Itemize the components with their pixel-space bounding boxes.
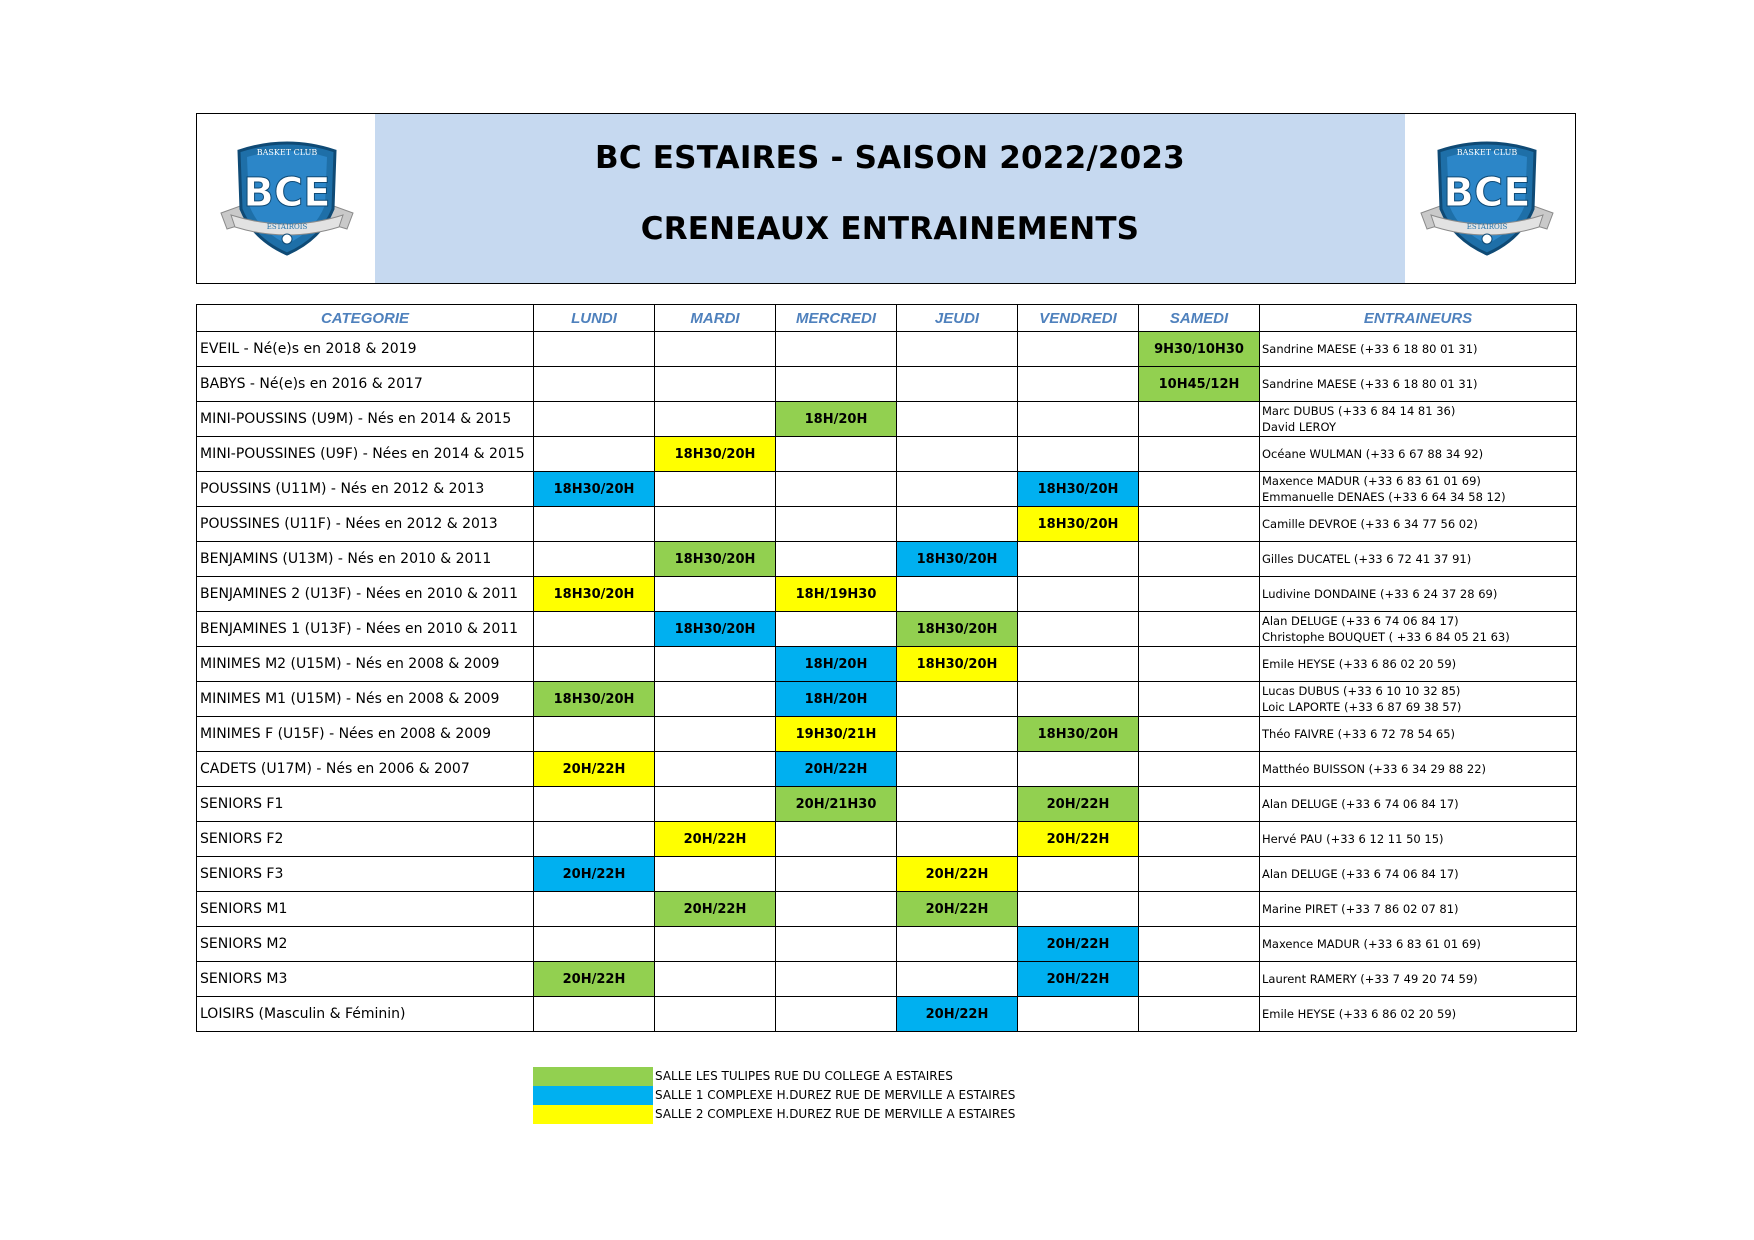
club-logo-right: [1417, 139, 1557, 259]
empty-slot-cell: [655, 857, 776, 892]
coach-contact: Gilles DUCATEL (+33 6 72 41 37 91): [1262, 552, 1472, 566]
empty-slot-cell: [776, 472, 897, 507]
legend-color-swatch: [533, 1067, 653, 1086]
page-header: [196, 113, 1576, 284]
empty-slot-cell: [655, 997, 776, 1032]
empty-slot-cell: [655, 752, 776, 787]
category-cell: POUSSINES (U11F) - Nées en 2012 & 2013: [197, 507, 534, 542]
empty-slot-cell: [1139, 577, 1260, 612]
table-row: [197, 612, 1577, 647]
category-cell: MINIMES M1 (U15M) - Nés en 2008 & 2009: [197, 682, 534, 717]
empty-slot-cell: [897, 507, 1018, 542]
training-slot-cell: 18H30/20H: [897, 542, 1018, 577]
empty-slot-cell: [776, 927, 897, 962]
coach-contact: Laurent RAMERY (+33 7 49 20 74 59): [1262, 972, 1478, 986]
title-banner: [375, 114, 1405, 283]
empty-slot-cell: [1139, 472, 1260, 507]
empty-slot-cell: [897, 717, 1018, 752]
table-row: [197, 752, 1577, 787]
empty-slot-cell: [897, 472, 1018, 507]
empty-slot-cell: [776, 962, 897, 997]
category-cell: MINI-POUSSINS (U9M) - Nés en 2014 & 2015: [197, 402, 534, 437]
coach-contact: Lucas DUBUS (+33 6 10 10 32 85): [1262, 684, 1461, 698]
empty-slot-cell: [1018, 542, 1139, 577]
table-row: [197, 927, 1577, 962]
empty-slot-cell: [534, 612, 655, 647]
empty-slot-cell: [1139, 437, 1260, 472]
table-row: [197, 577, 1577, 612]
empty-slot-cell: [897, 577, 1018, 612]
empty-slot-cell: [1139, 857, 1260, 892]
coach-contact: Sandrine MAESE (+33 6 18 80 01 31): [1262, 342, 1478, 356]
table-header-row: [197, 305, 1577, 332]
empty-slot-cell: [1018, 997, 1139, 1032]
training-slot-cell: 18H30/20H: [897, 647, 1018, 682]
empty-slot-cell: [1139, 647, 1260, 682]
coach-contact: Emmanuelle DENAES (+33 6 64 34 58 12): [1262, 490, 1506, 504]
empty-slot-cell: [1139, 822, 1260, 857]
empty-slot-cell: [1018, 892, 1139, 927]
training-slot-cell: 20H/22H: [897, 997, 1018, 1032]
training-slot-cell: 18H30/20H: [897, 612, 1018, 647]
coaches-cell: [1260, 892, 1577, 927]
training-schedule-table: [196, 304, 1577, 1032]
table-row: [197, 542, 1577, 577]
empty-slot-cell: [534, 507, 655, 542]
empty-slot-cell: [776, 437, 897, 472]
empty-slot-cell: [534, 367, 655, 402]
coach-contact: Océane WULMAN (+33 6 67 88 34 92): [1262, 447, 1484, 461]
training-slot-cell: 18H30/20H: [1018, 472, 1139, 507]
empty-slot-cell: [1139, 962, 1260, 997]
column-header-vendredi: VENDREDI: [1018, 305, 1139, 332]
category-cell: SENIORS M3: [197, 962, 534, 997]
training-slot-cell: 18H30/20H: [534, 577, 655, 612]
column-header-categorie: CATEGORIE: [197, 305, 534, 332]
legend-label: SALLE 2 COMPLEXE H.DUREZ RUE DE MERVILLE A ESTAIRES: [655, 1107, 1016, 1121]
empty-slot-cell: [1139, 927, 1260, 962]
training-slot-cell: 20H/22H: [655, 892, 776, 927]
empty-slot-cell: [655, 927, 776, 962]
training-slot-cell: 20H/22H: [1018, 927, 1139, 962]
table-row: [197, 367, 1577, 402]
empty-slot-cell: [534, 542, 655, 577]
coaches-cell: [1260, 367, 1577, 402]
table-row: [197, 437, 1577, 472]
coaches-cell: [1260, 612, 1577, 647]
empty-slot-cell: [897, 367, 1018, 402]
empty-slot-cell: [534, 717, 655, 752]
category-cell: MINIMES F (U15F) - Nées en 2008 & 2009: [197, 717, 534, 752]
coach-contact: Christophe BOUQUET ( +33 6 84 05 21 63): [1262, 630, 1510, 644]
coaches-cell: [1260, 787, 1577, 822]
table-row: [197, 787, 1577, 822]
table-row: [197, 647, 1577, 682]
column-header-mardi: MARDI: [655, 305, 776, 332]
coaches-cell: [1260, 962, 1577, 997]
empty-slot-cell: [534, 787, 655, 822]
table-row: [197, 682, 1577, 717]
empty-slot-cell: [1018, 752, 1139, 787]
empty-slot-cell: [534, 892, 655, 927]
training-slot-cell: 18H30/20H: [1018, 507, 1139, 542]
training-slot-cell: 18H/20H: [776, 402, 897, 437]
svg-text:BASKET CLUB: BASKET CLUB: [1456, 148, 1518, 157]
category-cell: MINIMES M2 (U15M) - Nés en 2008 & 2009: [197, 647, 534, 682]
club-logo-left: [217, 139, 357, 259]
table-row: [197, 962, 1577, 997]
coach-contact: Maxence MADUR (+33 6 83 61 01 69): [1262, 937, 1481, 951]
training-slot-cell: 18H30/20H: [1018, 717, 1139, 752]
svg-text:ESTAIROIS: ESTAIROIS: [1466, 223, 1508, 231]
coaches-cell: [1260, 507, 1577, 542]
category-cell: BENJAMINS (U13M) - Nés en 2010 & 2011: [197, 542, 534, 577]
coaches-cell: [1260, 577, 1577, 612]
empty-slot-cell: [534, 927, 655, 962]
empty-slot-cell: [1139, 892, 1260, 927]
table-row: [197, 857, 1577, 892]
empty-slot-cell: [897, 787, 1018, 822]
training-slot-cell: 20H/22H: [1018, 822, 1139, 857]
legend-label: SALLE LES TULIPES RUE DU COLLEGE A ESTAIRES: [655, 1069, 953, 1083]
empty-slot-cell: [534, 997, 655, 1032]
empty-slot-cell: [776, 507, 897, 542]
coaches-cell: [1260, 647, 1577, 682]
table-row: [197, 997, 1577, 1032]
coach-contact: Maxence MADUR (+33 6 83 61 01 69): [1262, 474, 1481, 488]
empty-slot-cell: [1018, 612, 1139, 647]
training-slot-cell: 20H/22H: [655, 822, 776, 857]
training-slot-cell: 20H/22H: [897, 892, 1018, 927]
table-row: [197, 402, 1577, 437]
empty-slot-cell: [776, 997, 897, 1032]
empty-slot-cell: [1139, 787, 1260, 822]
table-row: [197, 472, 1577, 507]
training-slot-cell: 20H/22H: [534, 962, 655, 997]
category-cell: SENIORS M2: [197, 927, 534, 962]
training-slot-cell: 18H/20H: [776, 682, 897, 717]
category-cell: SENIORS F3: [197, 857, 534, 892]
coach-contact: Alan DELUGE (+33 6 74 06 84 17): [1262, 614, 1459, 628]
coach-contact: Ludivine DONDAINE (+33 6 24 37 28 69): [1262, 587, 1498, 601]
training-slot-cell: 18H30/20H: [655, 612, 776, 647]
empty-slot-cell: [897, 332, 1018, 367]
empty-slot-cell: [1139, 682, 1260, 717]
empty-slot-cell: [655, 332, 776, 367]
empty-slot-cell: [897, 752, 1018, 787]
empty-slot-cell: [534, 332, 655, 367]
empty-slot-cell: [534, 822, 655, 857]
column-header-jeudi: JEUDI: [897, 305, 1018, 332]
coach-contact: Emile HEYSE (+33 6 86 02 20 59): [1262, 1007, 1457, 1021]
empty-slot-cell: [897, 402, 1018, 437]
svg-text:BASKET CLUB: BASKET CLUB: [256, 148, 318, 157]
table-row: [197, 892, 1577, 927]
coaches-cell: [1260, 332, 1577, 367]
empty-slot-cell: [655, 647, 776, 682]
table-row: [197, 717, 1577, 752]
category-cell: SENIORS F1: [197, 787, 534, 822]
empty-slot-cell: [776, 822, 897, 857]
category-cell: SENIORS M1: [197, 892, 534, 927]
empty-slot-cell: [1139, 752, 1260, 787]
empty-slot-cell: [534, 402, 655, 437]
empty-slot-cell: [1018, 367, 1139, 402]
training-slot-cell: 18H/20H: [776, 647, 897, 682]
training-slot-cell: 18H/19H30: [776, 577, 897, 612]
training-slot-cell: 18H30/20H: [655, 437, 776, 472]
table-row: [197, 822, 1577, 857]
coaches-cell: [1260, 997, 1577, 1032]
empty-slot-cell: [534, 647, 655, 682]
category-cell: EVEIL - Né(e)s en 2018 & 2019: [197, 332, 534, 367]
empty-slot-cell: [655, 682, 776, 717]
legend-label: SALLE 1 COMPLEXE H.DUREZ RUE DE MERVILLE A ESTAIRES: [655, 1088, 1016, 1102]
empty-slot-cell: [1018, 577, 1139, 612]
empty-slot-cell: [776, 612, 897, 647]
empty-slot-cell: [655, 787, 776, 822]
empty-slot-cell: [655, 507, 776, 542]
training-slot-cell: 18H30/20H: [655, 542, 776, 577]
category-cell: POUSSINS (U11M) - Nés en 2012 & 2013: [197, 472, 534, 507]
training-slot-cell: 20H/22H: [1018, 962, 1139, 997]
coach-contact: Marine PIRET (+33 7 86 02 07 81): [1262, 902, 1459, 916]
coach-contact: Camille DEVROE (+33 6 34 77 56 02): [1262, 517, 1478, 531]
training-slot-cell: 19H30/21H: [776, 717, 897, 752]
coaches-cell: [1260, 752, 1577, 787]
table-row: [197, 507, 1577, 542]
coach-contact: Matthéo BUISSON (+33 6 34 29 88 22): [1262, 762, 1487, 776]
coach-contact: Sandrine MAESE (+33 6 18 80 01 31): [1262, 377, 1478, 391]
empty-slot-cell: [1139, 612, 1260, 647]
coach-contact: Hervé PAU (+33 6 12 11 50 15): [1262, 832, 1444, 846]
training-slot-cell: 20H/21H30: [776, 787, 897, 822]
training-slot-cell: 20H/22H: [534, 752, 655, 787]
empty-slot-cell: [655, 472, 776, 507]
empty-slot-cell: [897, 962, 1018, 997]
legend-color-swatch: [533, 1086, 653, 1105]
empty-slot-cell: [776, 542, 897, 577]
empty-slot-cell: [1139, 542, 1260, 577]
svg-text:BCE: BCE: [243, 170, 331, 216]
svg-text:ESTAIROIS: ESTAIROIS: [266, 223, 308, 231]
coaches-cell: [1260, 717, 1577, 752]
category-cell: MINI-POUSSINES (U9F) - Nées en 2014 & 2015: [197, 437, 534, 472]
category-cell: SENIORS F2: [197, 822, 534, 857]
category-cell: BABYS - Né(e)s en 2016 & 2017: [197, 367, 534, 402]
empty-slot-cell: [1018, 402, 1139, 437]
empty-slot-cell: [1018, 647, 1139, 682]
empty-slot-cell: [897, 927, 1018, 962]
empty-slot-cell: [897, 437, 1018, 472]
empty-slot-cell: [655, 367, 776, 402]
training-slot-cell: 20H/22H: [897, 857, 1018, 892]
coaches-cell: [1260, 402, 1577, 437]
empty-slot-cell: [655, 717, 776, 752]
coaches-cell: [1260, 472, 1577, 507]
empty-slot-cell: [1018, 437, 1139, 472]
empty-slot-cell: [1139, 717, 1260, 752]
column-header-lundi: LUNDI: [534, 305, 655, 332]
empty-slot-cell: [1139, 997, 1260, 1032]
empty-slot-cell: [776, 857, 897, 892]
column-header-samedi: SAMEDI: [1139, 305, 1260, 332]
coach-contact: Alan DELUGE (+33 6 74 06 84 17): [1262, 797, 1459, 811]
coaches-cell: [1260, 682, 1577, 717]
column-header-mercredi: MERCREDI: [776, 305, 897, 332]
column-header-entraineurs: ENTRAINEURS: [1260, 305, 1577, 332]
empty-slot-cell: [897, 682, 1018, 717]
coach-contact: Loic LAPORTE (+33 6 87 69 38 57): [1262, 700, 1462, 714]
svg-text:BCE: BCE: [1443, 170, 1531, 216]
empty-slot-cell: [1018, 857, 1139, 892]
training-slot-cell: 10H45/12H: [1139, 367, 1260, 402]
category-cell: CADETS (U17M) - Nés en 2006 & 2007: [197, 752, 534, 787]
coaches-cell: [1260, 542, 1577, 577]
training-slot-cell: 18H30/20H: [534, 682, 655, 717]
coach-contact: David LEROY: [1262, 420, 1336, 434]
coaches-cell: [1260, 437, 1577, 472]
empty-slot-cell: [1018, 332, 1139, 367]
training-slot-cell: 18H30/20H: [534, 472, 655, 507]
training-slot-cell: 20H/22H: [776, 752, 897, 787]
training-slot-cell: 20H/22H: [534, 857, 655, 892]
coaches-cell: [1260, 927, 1577, 962]
coach-contact: Alan DELUGE (+33 6 74 06 84 17): [1262, 867, 1459, 881]
training-slot-cell: 9H30/10H30: [1139, 332, 1260, 367]
page-title: BC ESTAIRES - SAISON 2022/2023: [595, 140, 1185, 176]
coach-contact: Théo FAIVRE (+33 6 72 78 54 65): [1262, 727, 1456, 741]
legend-color-swatch: [533, 1105, 653, 1124]
empty-slot-cell: [776, 367, 897, 402]
coaches-cell: [1260, 857, 1577, 892]
category-cell: LOISIRS (Masculin & Féminin): [197, 997, 534, 1032]
table-body: [197, 332, 1577, 1032]
empty-slot-cell: [1139, 402, 1260, 437]
coach-contact: Emile HEYSE (+33 6 86 02 20 59): [1262, 657, 1457, 671]
table-row: [197, 332, 1577, 367]
empty-slot-cell: [534, 437, 655, 472]
empty-slot-cell: [1018, 682, 1139, 717]
empty-slot-cell: [897, 822, 1018, 857]
empty-slot-cell: [655, 962, 776, 997]
empty-slot-cell: [1139, 507, 1260, 542]
coach-contact: Marc DUBUS (+33 6 84 14 81 36): [1262, 404, 1456, 418]
page-subtitle: CRENEAUX ENTRAINEMENTS: [640, 211, 1140, 247]
empty-slot-cell: [655, 577, 776, 612]
empty-slot-cell: [655, 402, 776, 437]
training-slot-cell: 20H/22H: [1018, 787, 1139, 822]
category-cell: BENJAMINES 1 (U13F) - Nées en 2010 & 2011: [197, 612, 534, 647]
empty-slot-cell: [776, 332, 897, 367]
empty-slot-cell: [776, 892, 897, 927]
coaches-cell: [1260, 822, 1577, 857]
category-cell: BENJAMINES 2 (U13F) - Nées en 2010 & 2011: [197, 577, 534, 612]
